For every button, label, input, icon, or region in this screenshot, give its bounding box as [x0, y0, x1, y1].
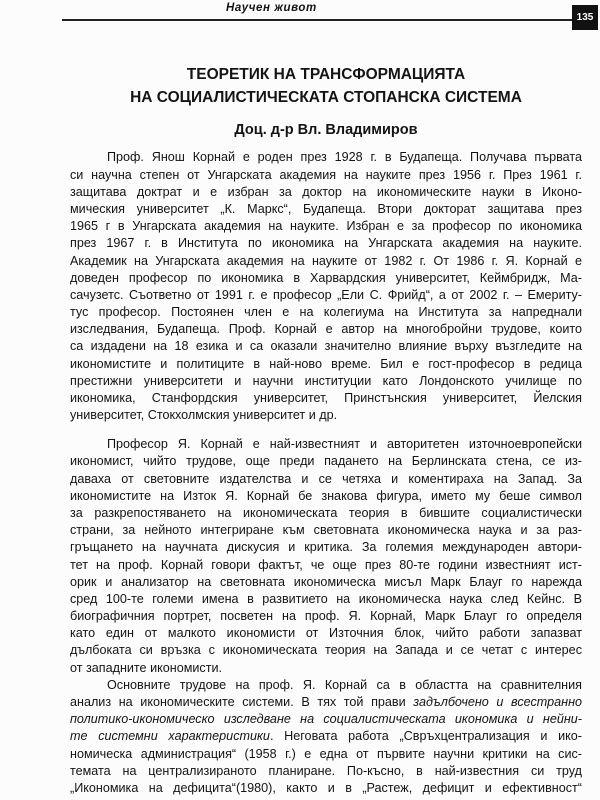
text-segment: тус професор. Постоянен член е на колегиума на Института за напреднали — [70, 305, 582, 320]
text-segment: сред 100-те големи имена в развитието на икономическа наука след Кейнс. В — [70, 591, 582, 606]
text-line — [70, 728, 582, 745]
header-rule — [62, 19, 572, 21]
text-line — [70, 694, 582, 711]
text-segment: от западните икономисти. — [70, 660, 223, 675]
text-segment: икономика, Станфордския университет, Принстънския университет, Йелския — [70, 391, 582, 406]
text-line — [70, 321, 582, 338]
text-segment: като един от малкото икономисти от Източния блок, чийто работи запазват — [70, 626, 582, 641]
text-line — [70, 218, 582, 235]
text-line — [70, 304, 582, 321]
text-segment: даваха от световните издателства и се четяха и коментираха на Запад. За — [70, 471, 582, 486]
text-line — [70, 505, 582, 522]
text-line — [70, 574, 582, 591]
text-segment: дълбоката си връзка с икономическата теория на Запада и се четат с интерес — [70, 643, 582, 658]
italic-text: политико-икономическо изследване на социалистическата икономика и нейни- — [70, 712, 582, 727]
page-number: 135 — [576, 12, 594, 23]
text-segment: мическия университет „К. Маркс“, Будапеща. Втори докторат защитава през — [70, 201, 582, 216]
text-line — [70, 253, 582, 270]
text-segment: 1965 г в Унгарската академия на науките. Избран е за професор по икономика — [70, 219, 582, 234]
text-segment: Професор Я. Корнай е най-известният и авторитетен източноевропейски — [107, 437, 582, 452]
text-segment: защитава доктрат и е избран за доктор на икономическите науки в Иконо- — [70, 184, 582, 199]
text-line — [70, 488, 582, 505]
text-segment: са издадени на 18 езика и са оказали значително влияние върху възгледите на — [70, 339, 582, 354]
text-segment: университет, Стокхолмския университет и др. — [70, 408, 338, 423]
text-segment: Основните трудове на проф. Я. Корнай са в областта на сравнителния — [107, 677, 582, 692]
text-line — [70, 780, 582, 797]
text-line — [70, 660, 582, 677]
text-line — [70, 356, 582, 373]
text-line — [70, 270, 582, 287]
text-line — [70, 407, 582, 424]
running-header-journal: Научен живот — [226, 2, 317, 14]
text-segment: тет на проф. Корнай говори фактът, че още през 80-те години известният ист- — [70, 557, 582, 572]
text-segment: си научна степен от Унгарската академия на науките през 1956 г. През 1961 г. — [70, 167, 582, 182]
text-segment: орик и анализатор на световната икономическа мисъл Марк Блауг го нарежда — [70, 574, 582, 589]
text-line — [70, 436, 582, 453]
text-segment: за разкрепостяването на икономическата теория в бившите социалистически — [70, 505, 582, 520]
title-line-1: ТЕОРЕТИК НА ТРАНСФОРМАЦИЯТА — [186, 66, 466, 83]
text-line — [70, 591, 582, 608]
text-segment: доведен професор по икономика в Харвардския университет, Кеймбридж, Ма- — [70, 270, 582, 285]
italic-text: задълбочено и всестранно — [413, 695, 582, 709]
text-segment: икономистите и политиците в най-ново време. Бил е гост-професор в редица — [70, 356, 582, 371]
text-segment: темата на централизираното планиране. По-късно, в най-известния си труд — [70, 763, 582, 778]
text-segment: престижни университети и научни институции като Лондонското училище по — [70, 373, 582, 388]
text-line — [70, 711, 582, 728]
text-segment: Проф. Янош Корнай е роден през 1928 г. в Будапеща. Получава първата — [107, 150, 582, 165]
page-number-box — [572, 5, 598, 30]
text-line — [70, 642, 582, 659]
italic-text: те системни характеристики — [70, 729, 270, 744]
text-line — [70, 471, 582, 488]
text-segment: анализ на икономическите системи. В тях той прави — [70, 695, 414, 709]
text-line — [70, 184, 582, 201]
text-line — [70, 235, 582, 252]
title-line-2: НА СОЦИАЛИСТИЧЕСКАТА СТОПАНСКА СИСТЕМА — [130, 89, 522, 106]
text-line — [70, 373, 582, 390]
text-segment: изследвания, Будапеща. Проф. Корнай е автор на многобройни трудове, които — [70, 322, 582, 337]
text-line — [70, 338, 582, 355]
text-line — [70, 608, 582, 625]
text-line — [70, 746, 582, 763]
text-line — [70, 287, 582, 304]
text-line — [70, 453, 582, 470]
text-segment: . Неговата работа „Свръхцентрализация и ико- — [269, 729, 582, 744]
text-segment: икономистите на Изток Я. Корнай бе знакова фигура, името му беше символ — [70, 488, 582, 503]
article-title — [70, 63, 582, 109]
article-author: Доц. д-р Вл. Владимиров — [234, 122, 418, 138]
text-line — [70, 763, 582, 780]
paragraph-3 — [70, 677, 582, 797]
text-segment: номическа администрация“ (1958 г.) е една от първите научни критики на сис- — [70, 746, 582, 761]
article-body — [70, 149, 582, 797]
text-segment: през 1967 г. в Института по икономика на Унгарската академия на науките. — [70, 236, 582, 251]
text-line — [70, 149, 582, 166]
text-line — [70, 677, 582, 694]
text-line — [70, 522, 582, 539]
text-line — [70, 539, 582, 556]
text-line — [70, 201, 582, 218]
text-segment: страни, за нейното интегриране към световната икономическа наука и за раз- — [70, 523, 582, 538]
text-segment: гръщането на научната дискусия и критика. За големия международен автори- — [70, 540, 582, 555]
text-segment: биографичния портрет, посветен на проф. Я. Корнай, Марк Блауг го определя — [70, 609, 582, 624]
text-segment: „Икономика на дефицита“(1980), както и в „Растеж, дефицит и ефективност“ — [70, 780, 582, 795]
text-segment: икономист, чийто трудове, още преди падането на Берлинската стена, се из- — [70, 454, 582, 469]
text-segment: Академик на Унгарската академия на науките от 1982 г. От 1986 г. Я. Корнай е — [70, 253, 582, 268]
text-line — [70, 557, 582, 574]
paragraph-1 — [70, 149, 582, 424]
text-segment: сачузетс. Съответно от 1991 г. е професор „Ели С. Фрийд“, а от 2002 г. – Емериту- — [70, 287, 582, 302]
text-line — [70, 625, 582, 642]
text-line — [70, 390, 582, 407]
paragraph-2 — [70, 436, 582, 677]
text-line — [70, 167, 582, 184]
